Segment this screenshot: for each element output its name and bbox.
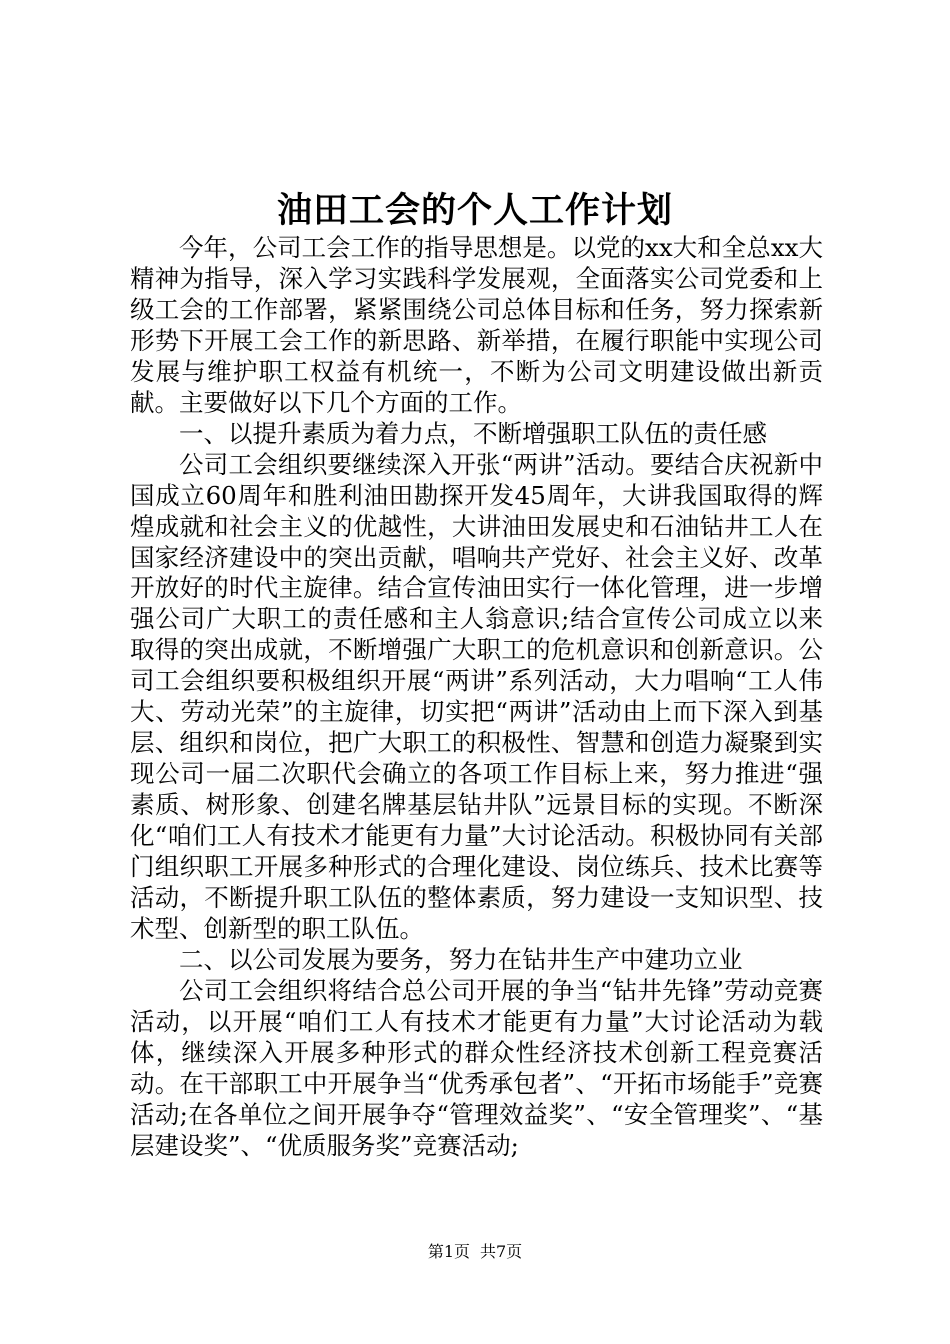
document-body <box>130 233 823 1162</box>
page-number: 第1页 <box>427 1242 470 1261</box>
page-footer <box>0 1240 950 1264</box>
paragraph-section-1: 公司工会组织要继续深入开张“两讲”活动。要结合庆祝新中国成立60周年和胜利油田勘探开发45周年，大讲我国取得的辉煌成就和社会主义的优越性，大讲油田发展史和石油钻井工人在国家经济建设中的突出贡献，唱响共产党好、社会主义好、改革开放好的时代主旋律。结合宣传油田实行一体化管理，进一步增强公司广大职工的责任感和主人翁意识;结合宣传公司成立以来取得的突出成就，不断增强广大职工的危机意识和创新意识。公司工会组织要积极组织开展“两讲”系列活动，大力唱响“工人伟大、劳动光荣”的主旋律，切实把“两讲”活动由上而下深入到基层、组织和岗位，把广大职工的积极性、智慧和创造力凝聚到实现公司一届二次职代会确立的各项工作目标上来，努力推进“强素质、树形象、创建名牌基层钻井队”远景目标的实现。不断深化“咱们工人有技术才能更有力量”大讨论活动。积极协同有关部门组织职工开展多种形式的合理化建设、岗位练兵、技术比赛等活动，不断提升职工队伍的整体素质，努力建设一支知识型、技术型、创新型的职工队伍。 <box>130 449 823 943</box>
paragraph-section-2: 公司工会组织将结合总公司开展的争当“钻井先锋”劳动竞赛活动，以开展“咱们工人有技术才能更有力量”大讨论活动为载体，继续深入开展多种形式的群众性经济技术创新工程竞赛活动。在干部职工中开展争当“优秀承包者”、“开拓市场能手”竞赛活动;在各单位之间开展争夺“管理效益奖”、“安全管理奖”、“基层建设奖”、“优质服务奖”竞赛活动; <box>130 975 823 1160</box>
document-title: 油田工会的个人工作计划 <box>276 190 673 231</box>
paragraph-intro: 今年，公司工会工作的指导思想是。以党的xx大和全总xx大精神为指导，深入学习实践科学发展观，全面落实公司党委和上级工会的工作部署，紧紧围绕公司总体目标和任务，努力探索新形势下开展工会工作的新思路、新举措，在履行职能中实现公司发展与维护职工权益有机统一，不断为公司文明建设做出新贡献。主要做好以下几个方面的工作。 <box>130 233 823 417</box>
section-heading-1: 一、以提升素质为着力点，不断增强职工队伍的责任感 <box>179 418 767 448</box>
page-total: 共7页 <box>480 1242 523 1261</box>
section-heading-2: 二、以公司发展为要务，努力在钻井生产中建功立业 <box>179 944 743 974</box>
